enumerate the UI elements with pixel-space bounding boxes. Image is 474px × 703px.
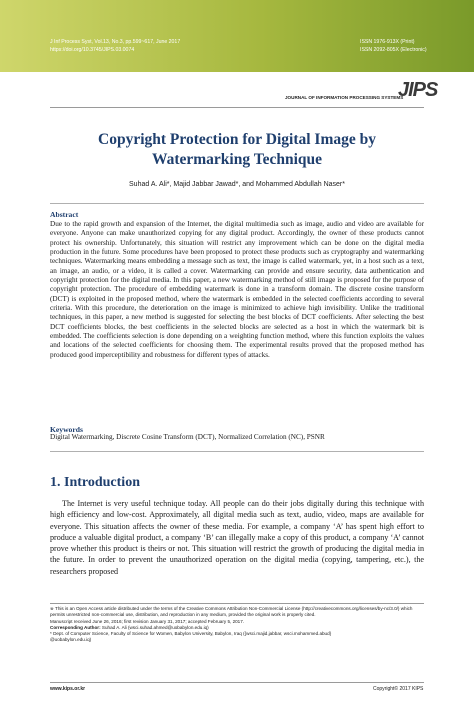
journal-name: JOURNAL OF INFORMATION PROCESSING SYSTEMS — [285, 95, 404, 100]
manuscript-dates: Manuscript received June 26, 2016; first revision January 31, 2017; accepted February 5, 2017. — [50, 618, 245, 624]
issn-print: ISSN 1976-913X (Print) — [360, 39, 415, 45]
corresponding-text: Suhad A. Ali (wsci.suhad.ahmed@uobabylon.edu.iq) — [100, 624, 209, 630]
divider — [50, 203, 424, 204]
website-link[interactable]: www.kips.or.kr — [50, 686, 86, 692]
header-band — [0, 0, 474, 72]
corresponding-label: Corresponding Author: — [50, 624, 101, 630]
introduction-text: The Internet is very useful technique today. All people can do their jobs digitally during this technique with high efficiency and low-cost. Approximately, all digital media such as text, audio, video, maps are available for everyone. This situation affects the owner of these media. For example, a company ‘A’ has spent high effort to produce a valuable digital product, a company ‘B’ can illegally make a copy of this product, a company ‘A’ cannot prove whether this product is theirs or not. This situation will restrict the growth of producing the digital media in the future. In order to prevent the unauthorized operation on the digital media (copying, tampering, etc.), the researchers proposed — [50, 499, 424, 576]
divider — [50, 451, 424, 452]
footnotes — [50, 606, 424, 644]
section-heading-introduction: 1. Introduction — [50, 475, 140, 490]
citation-line: J Inf Process Syst, Vol.13, No.3, pp.599~617, June 2017 — [50, 39, 181, 45]
abstract-heading: Abstract — [50, 210, 79, 219]
issn-block — [360, 38, 427, 54]
license-note: permits unrestricted non-commercial use, distribution, and reproduction in any medium, provided the original work is properly cited. — [50, 612, 316, 618]
affiliation: * Dept. of Computer Science, Faculty of Science for Women, Babylon University, Babylon, Iraq ({wsci.majid.jabbar, wsci.mohammed.abud} — [50, 631, 332, 637]
keywords-text: Digital Watermarking, Discrete Cosine Transform (DCT), Normalized Correlation (NC), PSNR — [50, 433, 325, 441]
footer-divider — [50, 682, 424, 683]
license-note: ※ This is an Open Access article distributed under the terms of the Creative Commons Attribution Non-Commercial License (http://creativecommons.org/licenses/by-nc/3.0/) which — [50, 606, 413, 611]
footnote-divider — [50, 603, 424, 604]
issn-electronic: ISSN 2092-805X (Electronic) — [360, 47, 427, 53]
paper-title: Copyright Protection for Digital Image by Watermarking Technique — [98, 131, 376, 168]
doi-link[interactable]: https://doi.org/10.3745/JIPS.03.0074 — [50, 47, 135, 53]
affiliation: @uobabylon.edu.iq) — [50, 637, 92, 643]
divider — [50, 107, 424, 108]
copyright: Copyright© 2017 KIPS — [373, 686, 424, 692]
jips-logo: JIPS — [398, 79, 438, 101]
keywords-heading: Keywords — [50, 425, 83, 434]
abstract-text: Due to the rapid growth and expansion of the Internet, the digital multimedia such as image, audio and video are available for everyone. Anyone can make unauthorized copying for any digital product. Accordingly, the owner of these products cannot protect his ownership. Unfortunately, this situation will restrict any improvement which can be done on the digital media production in the future. Some procedures have been proposed to protect these products such as cryptography and watermarking techniques. Watermarking means embedding a message such as text, the image is called watermark, yet, in a host such as a text, an image, an audio, or a video, it is called a cover. Watermarking can provide and ensure security, data authentication and copyright protection for the digital media. In this paper, a new watermarking method of still image is proposed for the purpose of copyright protection. The procedure of embedding watermark is done in a transform domain. The discrete cosine transform (DCT) is exploited in the proposed method, where the watermark is embedded in the selected coefficients according to several criteria. With this procedure, the deterioration on the image is minimized to achieve high invisibility. Unlike the traditional techniques, in this paper, a new method is suggested for selecting the best blocks of DCT coefficients. After selecting the best DCT coefficients blocks, the best coefficients in the selected blocks are selected as a host in which the watermark bit is embedded. The coefficients selection is done depending on a weighting function method, where this function exploits the values and locations of the selected coefficients for choosing them. The experimental results proved that the proposed method has produced good imperceptibility and robustness for different types of attacks. — [50, 220, 424, 359]
citation-block — [50, 38, 180, 54]
author-list: Suhad A. Ali*, Majid Jabbar Jawad*, and Mohammed Abdullah Naser* — [129, 181, 345, 188]
